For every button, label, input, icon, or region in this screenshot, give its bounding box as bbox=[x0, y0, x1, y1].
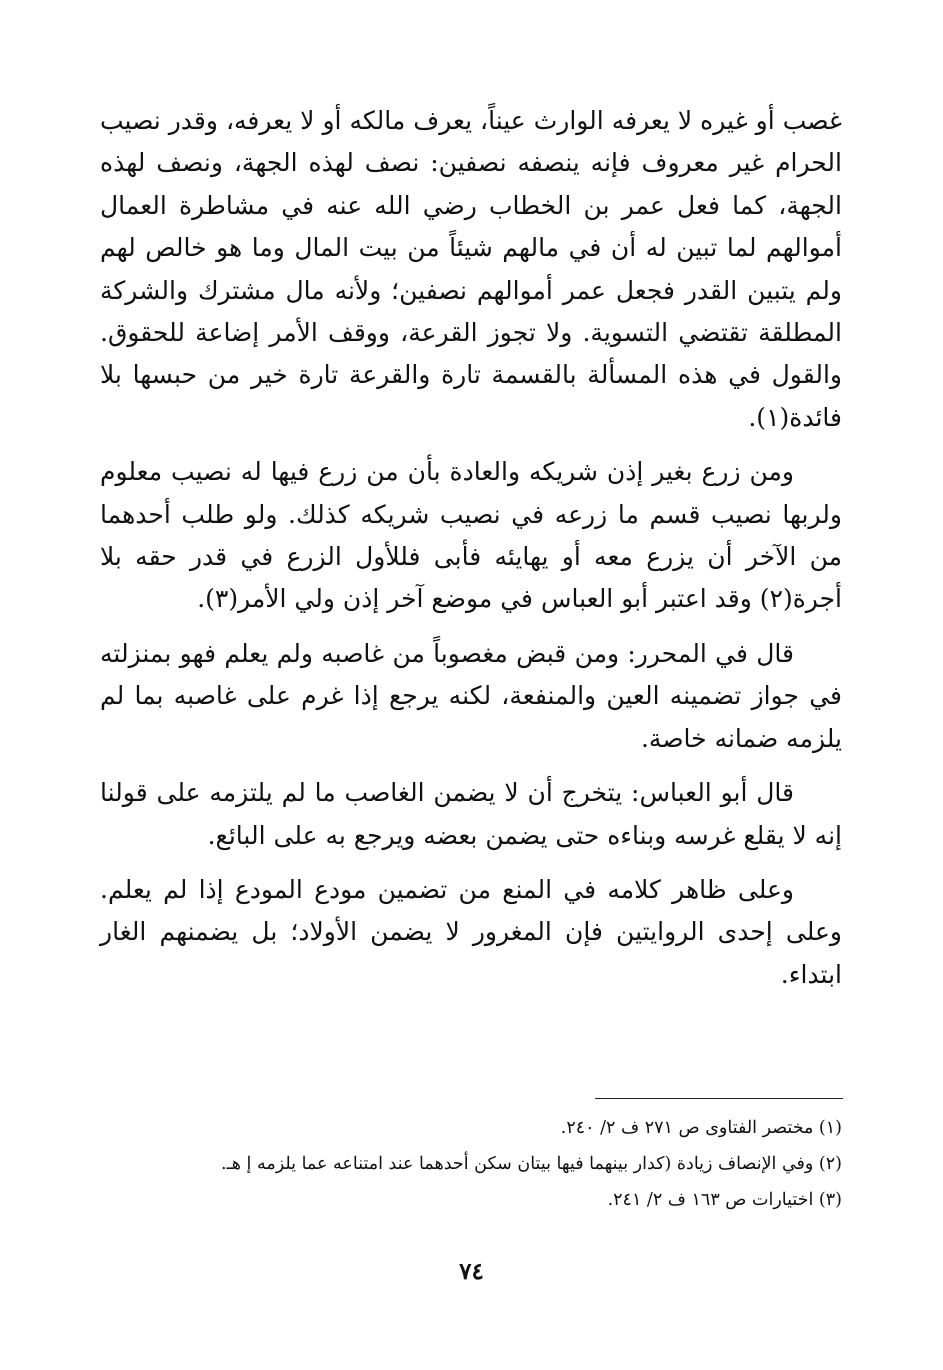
paragraph-3: قال في المحرر: ومن قبض مغصوباً من غاصبه ولم يعلم فهو بمنزلته في جواز تضمينه العين والمنفعة، لكنه يرجع إذا غرم على غاصبه بما لم يلزمه ضمانه خاصة. bbox=[100, 638, 842, 753]
paragraph-2: ومن زرع بغير إذن شريكه والعادة بأن من زرع فيها له نصيب معلوم ولربها نصيب قسم ما زرعه في نصيب شريكه كذلك. ولو طلب أحدهما من الآخر أن يزرع معه أو يهايئه فأبى فللأول الزرع في قدر حقه بلا أجرة(٢) وقد اعتبر أبو العباس في موضع آخر إذن ولي الأمر(٣). bbox=[100, 457, 842, 614]
paragraph-1: غصب أو غيره لا يعرفه الوارث عيناً، يعرف مالكه أو لا يعرفه، وقدر نصيب الحرام غير معروف فإنه ينصفه نصفين: نصف لهذه الجهة، ونصف لهذه الجهة، كما فعل عمر بن الخطاب رضي الله عنه في مشاطرة العمال أموالهم لما تبين له أن في مالهم شيئاً من بيت المال وما هو خالص لهم ولم يتبين القدر فجعل عمر أموالهم نصفين؛ ولأنه مال مشترك والشركة المطلقة تقتضي التسوية. ولا تجوز القرعة، ووقف الأمر إضاعة للحقوق. والقول في هذه المسألة بالقسمة تارة والقرعة تارة خير من حبسها بلا فائدة(١). bbox=[100, 106, 842, 432]
page-number: ٧٤ bbox=[459, 1258, 484, 1285]
paragraph-4: قال أبو العباس: يتخرج أن لا يضمن الغاصب ما لم يلتزمه على قولنا إنه لا يقلع غرسه وبناءه حتى يضمن بعضه ويرجع به على البائع. bbox=[100, 778, 842, 850]
footnote-2: (٢) وفي الإنصاف زيادة (كدار بينهما فيها بيتان سكن أحدهما عند امتناعه عما يلزمه إ هـ. bbox=[221, 1154, 842, 1174]
main-text bbox=[100, 100, 842, 1008]
footnotes bbox=[100, 1110, 842, 1218]
footnote-divider bbox=[595, 1098, 843, 1099]
footnote-1: (١) مختصر الفتاوى ص ٢٧١ ف ٢/ ٢٤٠. bbox=[560, 1118, 842, 1138]
paragraph-5: وعلى ظاهر كلامه في المنع من تضمين مودع المودع إذا لم يعلم. وعلى إحدى الروايتين فإن المغرور لا يضمن الأولاد؛ بل يضمنهم الغار ابتداء. bbox=[100, 874, 842, 989]
footnote-3: (٣) اختيارات ص ١٦٣ ف ٢/ ٢٤١. bbox=[607, 1190, 842, 1210]
